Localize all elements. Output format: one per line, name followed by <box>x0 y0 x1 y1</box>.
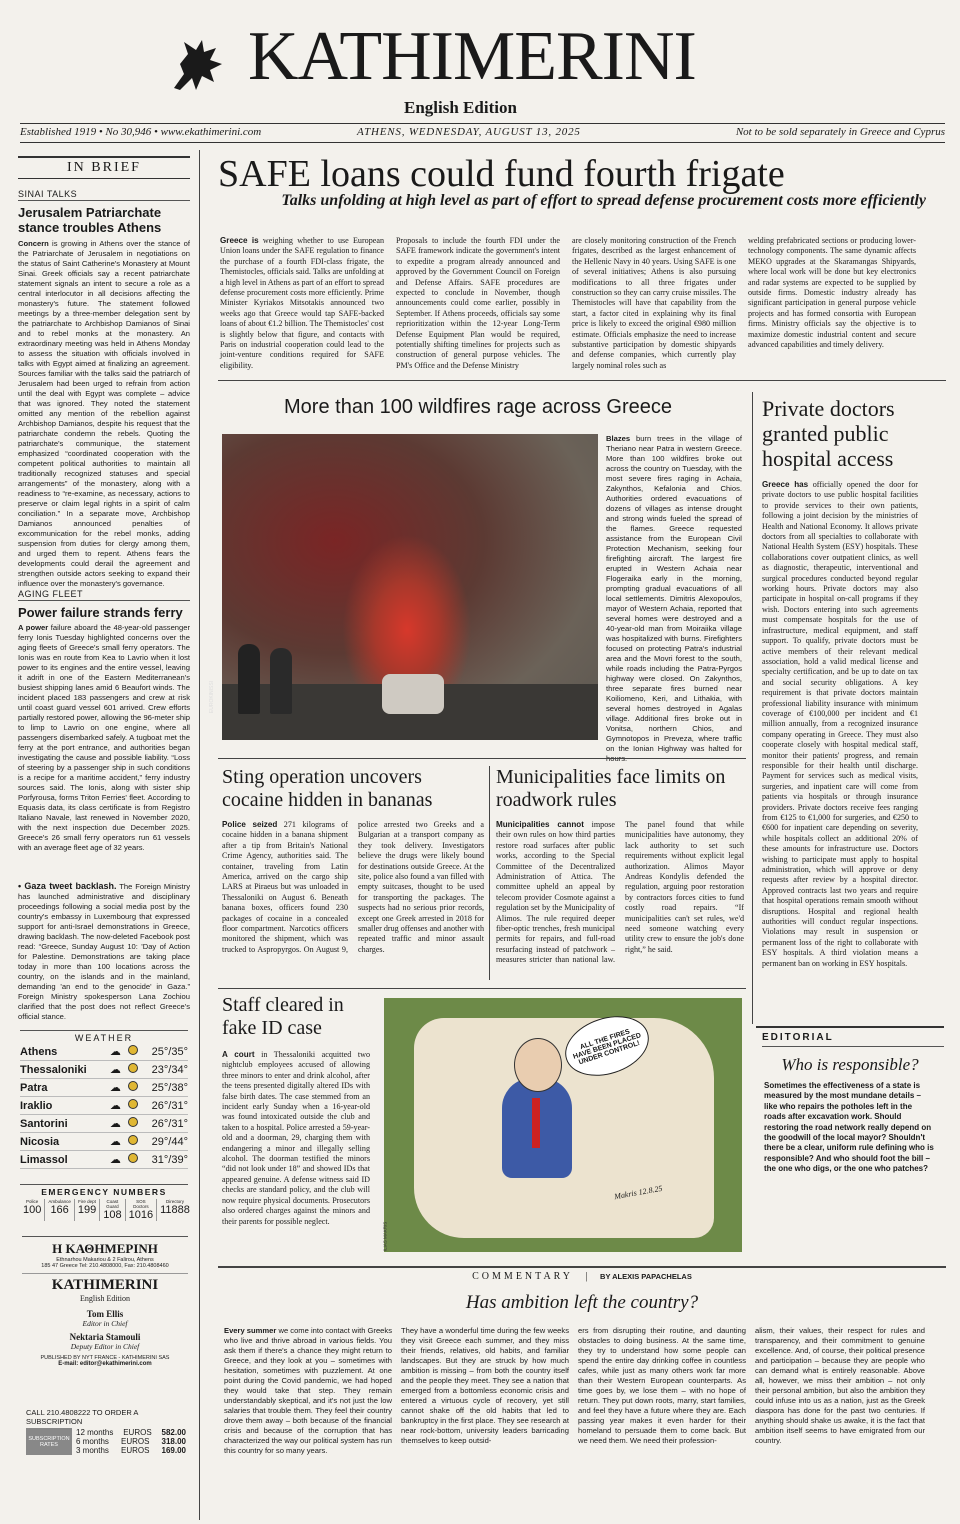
lead-col-2: Proposals to include the fourth FDI under the SAFE framework indicate the government's intent to expedite a program already announced and approved by the Government Council on Foreign and Defense Affairs. SAFE procedures are expected to conclude in November, though announcements could come earlier, possibly in September. If Athens proceeds, officials say some reprioritization within the 12-year Long-Term Defense Equipment Plan would be required, potentially shifting timelines for projects such as construction of general purpose vehicles. The PM's Office and the Defense Ministry <box>396 236 560 370</box>
emergency-item <box>20 1199 44 1221</box>
sting-body <box>222 820 484 976</box>
brief-body <box>18 239 190 588</box>
weather-city: Thessaloniki <box>20 1061 105 1079</box>
editorial-body: Sometimes the effectiveness of a state is measured by the most mundane details – like who repairs the potholes left in the roads after excavation work. Should restoring the road network really depend on the goodwill of the local mayor? Shouldn't there be a clear, uniform rule defining who is responsible? And who should foot the bill – the one who digs, or the one who patches? <box>764 1081 934 1174</box>
subscription-price: 169.00 <box>161 1446 186 1455</box>
lead-in: Greece has <box>762 480 809 489</box>
weather-temp: 31°/39° <box>141 1151 188 1169</box>
publisher-title: KATHIMERINI <box>22 1273 188 1294</box>
weather-row <box>20 1133 188 1151</box>
commentary-col-1 <box>224 1326 392 1466</box>
staff-headline: Staff cleared in fake ID case <box>222 994 344 1039</box>
masthead <box>0 0 960 125</box>
publisher-box <box>22 1236 188 1387</box>
lead-col-3: are closely monitoring construction of the French frigates, described as the largest enhancement of the Hellenic Navy in 40 years. Using SAFE is one of several initiatives; Athens is also pursuing modifications to all three frigates under construction so they can carry cruise missiles. The Themistocles will have that capability from the start, a factor cited in explaining why its final price is likely to exceed the original €980 million estimate. Officials emphasize the need to increase substantive participation by domestic shipyards and defense companies, which currently play largely nominal roles such as <box>572 236 736 370</box>
emergency-number: 1016 <box>128 1209 154 1221</box>
section-divider <box>218 758 746 759</box>
brief-section-label: AGING FLEET <box>18 589 190 601</box>
subscription-currency: EUROS <box>123 1428 152 1437</box>
weather-city: Santorini <box>20 1115 105 1133</box>
lead-in: Police seized <box>222 820 278 829</box>
weather-label: WEATHER <box>20 1030 188 1043</box>
section-divider <box>218 988 746 989</box>
sun-icon <box>125 1061 141 1079</box>
weather-condition-icon: ☁ <box>105 1079 125 1097</box>
emergency-label: EMERGENCY NUMBERS <box>20 1184 188 1197</box>
weather-city: Limassol <box>20 1151 105 1169</box>
lead-in: A power <box>18 623 49 632</box>
commentary-title: Has ambition left the country? <box>465 1292 699 1313</box>
column-divider <box>199 150 200 1520</box>
emergency-item <box>44 1199 74 1221</box>
weather-temp: 29°/44° <box>141 1133 188 1151</box>
cartoon-signature: Makris 12.8.25 <box>613 1183 664 1202</box>
sale-notice: Not to be sold separately in Greece and Cyprus <box>735 126 945 138</box>
weather-temp: 26°/31° <box>141 1097 188 1115</box>
editor-name: Tom Ellis <box>86 1309 124 1319</box>
lead-deck: Talks unfolding at high level as part of effort to spread defense procurement costs more efficiently <box>281 192 926 209</box>
emergency-name: Directory <box>165 1199 184 1204</box>
doctors-body <box>762 480 918 1020</box>
staff-body <box>222 1050 370 1250</box>
wildfire-header <box>218 396 738 426</box>
editorial-box <box>756 1026 944 1268</box>
emergency-name: Ambulance <box>48 1199 71 1204</box>
emergency-item <box>125 1199 156 1221</box>
sun-icon <box>125 1133 141 1151</box>
weather-condition-icon: ☁ <box>105 1097 125 1115</box>
emergency-number: 199 <box>77 1204 97 1216</box>
subscription-box <box>26 1408 186 1458</box>
column-divider <box>752 392 753 1024</box>
weather-row <box>20 1097 188 1115</box>
weather-temp: 25°/35° <box>141 1043 188 1061</box>
lead-in: A court <box>222 1050 255 1059</box>
wildfire-photo <box>209 434 598 740</box>
weather-temp: 26°/31° <box>141 1115 188 1133</box>
weather-row <box>20 1115 188 1133</box>
roadwork-header <box>496 766 736 818</box>
wildfire-headline: More than 100 wildfires rage across Greece <box>284 396 672 418</box>
sun-icon <box>125 1097 141 1115</box>
editorial-title: Who is responsible? <box>781 1055 919 1074</box>
subscription-call: CALL 210.4808222 TO ORDER A SUBSCRIPTION <box>26 1408 139 1426</box>
sting-text: 271 kilograms of cocaine hidden in a banana shipment after a tip from Britain's National Crime Agency, authorities said. The container, traveling from Latin America, arrived on the cargo ship LARS at Piraeus but was unloaded in Thessaloniki on August 6. Beneath banana boxes, officers found 230 packages of cocaine in a concealed floor compartment. Narcotics officers monitored the shipment, which was trucked to Aspropyrgos. On August 9, police arrested two Greeks and a Bulgarian at a transport company as they took delivery. Investigators believe the drugs were likely bound for destinations outside Greece. At the site, police also found a van filled with empty suitcases, thought to be used for transporting the packages. The suspects had no serious prior records, except one Greek arrested in 2018 for smaller drug offenses and another with repeated traffic and minor assault charges. <box>222 820 484 954</box>
subscription-price: 318.00 <box>161 1437 186 1446</box>
weather-row <box>20 1043 188 1061</box>
fire-glow <box>342 534 472 694</box>
brief-text: is growing in Athens over the stance of the Patriarchate of Jerusalem in negotiations on the status of Saint Catherine's Monastery at Mount Sinai. Greek officials say a recent patriarchate statement signals an intent to secure a role as a central interlocutor in all decisions affecting the monastery's future. The statement followed meetings by a three-member delegation sent by the patriarchate to Archbishop Damianos of Sinai and to rebel monks at the monastery. An extraordinary meeting was held in Athens Monday to assess the situation with officials involved in talks with Egypt aimed at finalizing an agreement. Sources familiar with the talks said the patriarch of Jerusalem had been urged to refrain from action until the deal with Egypt was complete – advice that was ignored. They noted the statement omitted any mention of the rebellion against Archbishop Damianos, despite his request that the patriarchate condemn the rebels. Quoting the patriarchate's communique, the statement emphasized “coordinated cooperation with the competent political authorities to maintain all traditionally recognized statuses and special arrangements” of the monastery, along with a readiness to “re-examine, as necessary, actions to preserve or claim legal rights in a spirit of calm conciliation.” In a separate move, Archbishop Damianos announced penalties of excommunication for the rebel monks, adding suspension from duties for clergy among them, and urged them to repent. Athens fears the developments could derail the agreement and strengthen outside actors seeking to expand their influence over the monastery's governance. <box>18 239 190 588</box>
lead-col-1 <box>220 236 384 370</box>
subscription-period: 12 months <box>76 1428 114 1437</box>
weather-temp: 25°/38° <box>141 1079 188 1097</box>
brief-headline: Jerusalem Patriarchate stance troubles Athens <box>18 205 162 235</box>
commentary-col-3: ers from disrupting their routine, and daunting obstacles to doing business. At the same time, they try to understand how some people can spend the entire day drinking coffee in countless cafes, while just as many others work far more than their Western European counterparts. As time goes by, we lose them – with no hope of return. They put down roots, marry, start families, and feel they have a future where they are. Each passing year makes it even harder for their homeland to persuade them to come back. But we need them. We need their profession- <box>578 1326 746 1445</box>
weather-box <box>20 1030 188 1170</box>
subscription-row <box>76 1446 186 1455</box>
weather-city: Iraklio <box>20 1097 105 1115</box>
weather-city: Patra <box>20 1079 105 1097</box>
photo-credit: EUROKINISSI <box>209 680 216 714</box>
brief-headline: Power failure strands ferry <box>18 605 183 620</box>
deputy-name: Nektaria Stamouli <box>69 1332 141 1342</box>
doctors-header <box>762 396 944 471</box>
commentary-text: we come into contact with Greeks who live and thrive abroad in various fields. You ask them if there's a chance they might return to Greece, and they look at you – sometimes with hesitation, sometimes with puzzlement. At one point during the Covid pandemic, we had hoped they would take that step. They remain understandably skeptical, and it's not just the low salaries that trouble them. They feel their country drove them away – both because of the financial crisis and because of the corruption that has characterized the way our political system has run this country for so many years. <box>224 1326 393 1455</box>
in-brief-column <box>18 156 190 1021</box>
weather-condition-icon: ☁ <box>105 1061 125 1079</box>
subscription-row <box>76 1437 186 1446</box>
brief-body <box>18 881 190 1021</box>
commentary-col-2: They have a wonderful time during the few weeks they visit Greece each summer, and they miss their friends, relatives, old habits, and familiar landscapes. But they are struck by how much ambition is missing – from both the country itself and the people they meet. They see a nation that emerged from a bottomless economic crisis and entered a virtuous cycle of recovery, yet still cannot shake off the old habits that led to bankruptcy in the first place. They see research at near rock-bottom, university leaders barricading themselves to keep outsid- <box>401 1326 569 1445</box>
weather-condition-icon: ☁ <box>105 1133 125 1151</box>
greek-title: Η ΚΑΘΗΜΕΡΙΝΗ <box>52 1241 158 1256</box>
doctors-text: officially opened the door for private doctors to use public hospital facilities to provide services to their own patients, following a joint decision by the ministries of Health and National Economy. It allows private doctors from all specialties to collaborate with National Health System (ESY) hospitals. These collaborations cover outpatient clinics, as well as diagnostic, therapeutic, interventional and surgical procedures conducted beyond regular working hours. Private doctors may also participate in hospital on-call programs if they wish. Doctors entering into such agreements must compensate hospitals for the use of infrastructure, medical equipment, and staff support. To qualify, private doctors must be active members of their relevant medical association, hold a valid medical license and specialty certification, and be up to date on tax and social security obligations. A key requirement is that private doctors maintain professional liability insurance with minimum coverage of €100,000 per incident and €1 million annually, from a recognized insurance company operating in Greece. They must also cooperate closely with hospital medical staff, monitor their patients' progress, and remain responsible for their health until discharge. Payment for services such as medical visits, surgeries, and inpatient care will come from patients via hospitals or through insurance providers. Private doctors receive fees ranging from €125 to €1,000 for surgeries, and €250 to €600 for inpatient care depending on severity, while hospitals collect an additional 20% of these amounts for infrastructure use. Doctors wishing to participate must apply to hospital administration, which will approve or deny requests after review by a hospital director. Approved contracts last two years and require that hospital operations remain smooth without disruptions. Hospital and regional health authorities will conduct regular inspections. Violations may result in suspension or permanent loss of the right to collaborate with ESY hospitals. A third violation means a permanent ban on working in ESY hospitals. <box>762 480 918 968</box>
published-by: PUBLISHED BY NYT FRANCE - KATHIMERINI SAS <box>40 1355 170 1361</box>
greek-address: Ethnarhou Makariou & 2 Falirou, Athens <box>56 1257 154 1263</box>
editorial-label: EDITORIAL <box>762 1032 944 1047</box>
commentary-title-wrap <box>218 1292 946 1320</box>
commentary-byline: BY ALEXIS PAPACHELAS <box>600 1272 692 1281</box>
cartoon-tie <box>532 1098 540 1148</box>
cartoon-credit: ILIAS MAKRIS <box>382 1221 388 1252</box>
sun-icon <box>125 1115 141 1133</box>
sun-icon <box>125 1079 141 1097</box>
emergency-box <box>20 1184 188 1224</box>
lead-header <box>218 152 946 212</box>
masthead-title: KATHIMERINI <box>248 18 696 95</box>
lead-in: Every summer <box>224 1326 277 1335</box>
weather-condition-icon: ☁ <box>105 1115 125 1133</box>
lead-text: weighing whether to use European Union loans under the SAFE regulation to finance the purchase of a fourth FDI-class frigate, the Themistocles, officials said. Talks are unfolding at a high level in Athens as part of an effort to spread defense procurement costs more efficiently. Prime Minister Kyriakos Mitsotakis announced two weeks ago that Greece would tap SAFE-backed loans of about €1.2 billion. The Themistocles' cost is slightly below that figure, and contacts with Paris on industrial cooperation could lead to the joint-venture conditions required for SAFE eligibility. <box>220 236 384 370</box>
staff-header <box>222 994 372 1048</box>
speech-bubble: ALL THE FIRES HAVE BEEN PLACED UNDER CONTROL! <box>557 1006 656 1086</box>
griffin-logo-icon <box>166 34 228 96</box>
sting-headline: Sting operation uncovers cocaine hidden in bananas <box>222 766 433 811</box>
brief-body <box>18 623 190 875</box>
emergency-item <box>99 1199 124 1221</box>
subscription-row <box>76 1428 186 1437</box>
commentary-col-4: alism, their values, their respect for rules and transparency, and their commitment to genuine excellence. And, of course, their political presence and participation – because they are people who can demand what is entirely reasonable. Above all, however, we miss their ambition – not only their personal ambition, but also the ambition they could infuse into us as a nation, just as the Greek diaspora has done for the past two centuries. If anything should shake us awake, it is the fact that ambition itself seems to have emigrated from our country. <box>755 1326 925 1445</box>
weather-condition-icon: ☁ <box>105 1043 125 1061</box>
roadwork-text: impose their own rules on how third parties restore road surfaces after public works, according to the Special Committee of the Decentralized Administration of Attica. The committee upheld an appeal by telecom provider Cosmote against a regulation set by the Municipality of Alimos. The rule required deeper fiber-optic trenches, fresh municipal permits for repairs, and full-road resurfacing instead of patchwork – measures stricter than national law. The panel found that while municipalities have autonomy, they lack authority to set such requirements without explicit legal authorization. Alimos Mayor Andreas Kondylis defended the regulation, arguing poor restoration by contractors forces cities to fund costly road repairs. “If municipalities can't set rules, we'd need someone watching every utility crew to ensure the job's done right,” he said. <box>496 820 744 965</box>
emergency-name: Coast Guard <box>106 1199 119 1209</box>
brief-section-label: SINAI TALKS <box>18 189 190 201</box>
weather-row <box>20 1061 188 1079</box>
cartoon-figure-head <box>514 1038 562 1092</box>
roadwork-headline: Municipalities face limits on roadwork rules <box>496 766 726 811</box>
section-divider <box>218 1266 946 1268</box>
lead-in: Concern <box>18 239 49 248</box>
in-brief-label: IN BRIEF <box>18 156 190 179</box>
lead-in: Greece is <box>220 236 259 245</box>
emergency-number: 11888 <box>160 1204 190 1216</box>
weather-city: Athens <box>20 1043 105 1061</box>
commentary-label: COMMENTARY <box>472 1271 574 1282</box>
weather-table <box>20 1043 188 1169</box>
staff-text: in Thessaloniki acquitted two nightclub employees accused of allowing three minors to enter and drink alcohol, after the teens presented digitally altered IDs with false birth dates. The case stemmed from an incident early Sunday when a 16-year-old was found intoxicated outside the club and taken to a hospital. Police arrested a 59-year-old and a doorman, 29, charging them with endangering a minor and illegally selling alcohol. The doorman testified the minors “did not look under 18” and showed IDs that appeared genuine. A defense witness said ID checks are standard policy, and the club will now require physical documents. Prosecutors also ordered charges against the minors and their parents for possible neglect. <box>222 1050 370 1226</box>
weather-row <box>20 1151 188 1169</box>
wildfire-caption <box>606 434 742 753</box>
established-line: Established 1919 • No 30,946 • www.ekathimerini.com <box>20 126 262 138</box>
subscription-period: 3 months <box>76 1446 109 1455</box>
roadwork-body <box>496 820 744 976</box>
emergency-item <box>156 1199 193 1221</box>
doctors-headline: Private doctors granted public hospital access <box>762 396 895 471</box>
lead-col-4: welding prefabricated sections or producing lower-technology components. The same dynamic affects MEKO upgrades at the Skaramangas Shipyards, where local work will be done but key electronics and radar systems are expected to be supplied by outside firms. Domestic industry already has significant participation in general purpose vehicle projects and has formed consortia with European firms. Ministry officials say the objective is to maximize domestic industrial content and secure advanced capabilities and timely delivery. <box>748 236 916 350</box>
publisher-email: E-mail: editor@ekathimerini.com <box>58 1361 152 1367</box>
section-divider <box>218 380 946 381</box>
commentary-header: COMMENTARY | BY ALEXIS PAPACHELAS <box>472 1271 692 1282</box>
brief-text: The Foreign Ministry has launched administrative and disciplinary proceedings following a social media post by the country's embassy in Luxembourg that expressed support for anti-Israel demonstrations in Greece, drawing backlash. The now-deleted Facebook post read: “Greece, Sunday August 10: 'Day of Action for Palestine. Demonstrations are taking place today in more than 100 locations across the country, on the islands and in the mainland, demanding 'an end to the genocide' in Gaza.” Foreign Ministry spokesperson Lana Zochiou clarified that the post does not reflect Greece's official stance. <box>18 882 190 1021</box>
car-silhouette <box>382 674 444 714</box>
emergency-name: Police <box>26 1199 39 1204</box>
column-divider <box>489 766 490 980</box>
weather-temp: 23°/34° <box>141 1061 188 1079</box>
subscription-label: SUBSCRIPTION RATES <box>26 1428 72 1455</box>
sun-icon <box>125 1043 141 1061</box>
subscription-price: 582.00 <box>161 1428 186 1437</box>
emergency-item <box>74 1199 99 1221</box>
publisher-edition: English Edition <box>80 1294 130 1303</box>
date-line: ATHENS, WEDNESDAY, AUGUST 13, 2025 <box>357 126 581 138</box>
lead-in: Municipalities cannot <box>496 820 584 829</box>
emergency-number: 100 <box>23 1204 42 1216</box>
lead-in: • Gaza tweet backlash. <box>18 881 117 891</box>
greek-address-2: 185 47 Greece Tel: 210.4808000, Fax: 210.4808460 <box>41 1263 169 1269</box>
subscription-currency: EUROS <box>120 1437 150 1446</box>
masthead-edition: English Edition <box>404 98 517 117</box>
emergency-name: SOS Doctors <box>133 1199 149 1209</box>
weather-condition-icon: ☁ <box>105 1151 125 1169</box>
sun-icon <box>125 1151 141 1169</box>
emergency-numbers <box>20 1199 188 1221</box>
person-silhouette <box>270 648 292 714</box>
lead-headline: SAFE loans could fund fourth frigate <box>218 153 785 195</box>
subscription-rates <box>72 1428 186 1455</box>
sting-header <box>222 766 482 818</box>
cartoon <box>384 998 742 1252</box>
emergency-name: Fire dept <box>78 1199 96 1204</box>
subscription-currency: EUROS <box>120 1446 150 1455</box>
deputy-role: Deputy Editor in Chief <box>70 1342 140 1351</box>
brief-text: failure aboard the 48-year-old passenger ferry Ionis Tuesday highlighted concerns over the aging fleets of Greece's small ferry operators. The Ionis was en route from Kea to Lavrio when it lost power to its engines and the entire vessel, leaving it adrift in one of the Eastern Mediterranean's busiest shipping lanes amid 6 Beaufort winds. The incident placed 183 passengers and crew at risk until coast guard vessel 601 arrived. Crew efforts partially restored power, allowing the 96-meter ship to limp to Lavrio on one engine, where all passengers disembarked safely. A tugboat met the ferry at the port entrance, and authorities began investigating the cause and possible liability. “Loss of steering by a passenger ship in such conditions is a recipe for a maritime accident,” ferry industry sources said. The Ionis, along with sister ship Porfyrousa, forms Triton Ferries' fleet. According to Equasis data, its class certificate is from Registro Italiano Navale, last renewed in November 2020, with the next inspection due December 2025. Greece's 26 small ferry operators run 61 vessels with an average fleet age of 32 years. <box>18 623 190 852</box>
lead-in: Blazes <box>606 434 631 443</box>
emergency-number: 108 <box>103 1209 122 1221</box>
weather-row <box>20 1079 188 1097</box>
editor-role: Editor in Chief <box>82 1319 128 1328</box>
emergency-number: 166 <box>50 1204 69 1216</box>
weather-city: Nicosia <box>20 1133 105 1151</box>
wildfire-text: burn trees in the village of Theriano near Patra in western Greece. More than 100 wildfires broke out across the country on Tuesday, with the most severe fires raging in Achaia, Zakynthos, Kefalonia and Chios. Authorities ordered evacuations of dozens of villages as intense drought and strong winds fueled the spread of the flames. Greece requested assistance from the European Civil Protection Mechanism, seeking four firefighting aircraft. The largest fire erupted in Western Achaia near Flogeraika early in the morning, prompting gradual evacuations of all local settlements. Dimitris Alexopoulos, mayor of Western Achaia, reported that several homes were destroyed and a 40-year-old man from Moiraiika village was hospitalized with burns. Firefighters focused on protecting Patra's industrial area and the Movri forest to the south, while roads including the Patra-Pyrgos highway were closed. On Zakynthos, three separate fires burned near Koiliomeno, Keri, and Lithakia, with several homes destroyed in Agalas village. Additional fires broke out in Vonitsa, northern Chios, and Gymnotopos in Preveza, where traffic on the Ionian Highway was halted for <box>606 434 742 753</box>
subscription-period: 6 months <box>76 1437 109 1446</box>
person-silhouette <box>238 644 260 714</box>
dateline <box>20 123 945 143</box>
